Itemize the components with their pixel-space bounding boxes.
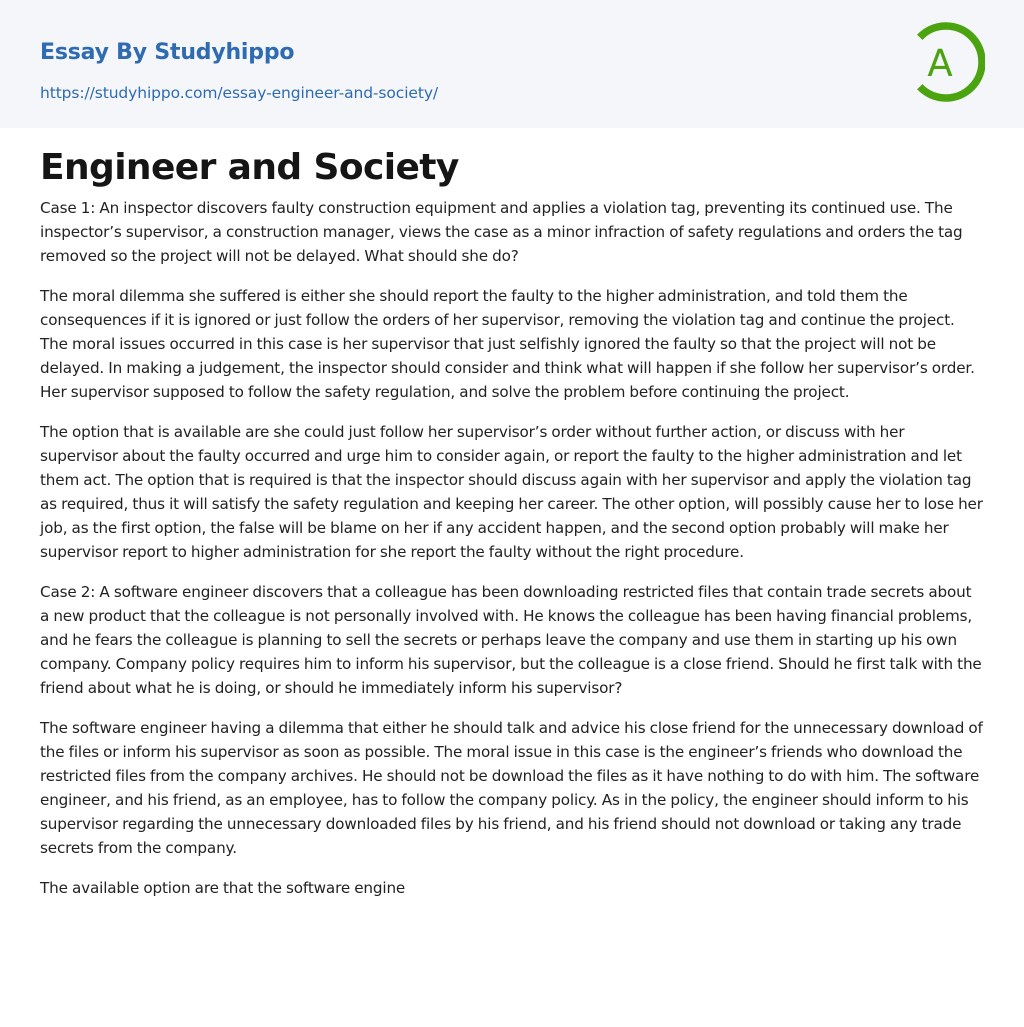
studyhippo-logo-icon[interactable] — [913, 19, 985, 105]
article-paragraph: The software engineer having a dilemma that either he should talk and advice his close friend for the unnecessary download of the files or inform his supervisor as soon as possible. The moral issue in this case is the engineer’s friends who download the restricted files from the company archives. He should not be download the files as it have nothing to do with him. The software engineer, and his friend, as an employee, has to follow the company policy. As in the policy, the engineer should inform to his supervisor regarding the unnecessary downloaded files by his friend, and his friend should not download or taking any trade secrets from the company. — [40, 719, 983, 857]
article-paragraph: The moral dilemma she suffered is either she should report the faulty to the higher administration, and told them the consequences if it is ignored or just follow the orders of her supervisor, removing the violation tag and continue the project. The moral issues occurred in this case is her supervisor that just selfishly ignored the faulty so that the project will not be delayed. In making a judgement, the inspector should consider and think what will happen if she follow her supervisor’s order. Her supervisor supposed to follow the safety regulation, and solve the problem before continuing the project. — [40, 287, 975, 401]
page-header — [0, 0, 1024, 128]
logo-letter: A — [927, 42, 953, 85]
article-paragraph-truncated: The available option are that the software engine — [40, 879, 406, 897]
brand-title: Essay By Studyhippo — [40, 40, 295, 65]
article-paragraph: Case 2: A software engineer discovers that a colleague has been downloading restricted files that contain trade secrets about a new product that the colleague is not personally involved with. He knows the colleague has been having financial problems, and he fears the colleague is planning to sell the secrets or perhaps leave the company and use them in starting up his own company. Company policy requires him to inform his supervisor, but the colleague is a close friend. Should he first talk with the friend about what he is doing, or should he immediately inform his supervisor? — [40, 583, 982, 697]
article — [0, 147, 1024, 900]
article-paragraph: The option that is available are she could just follow her supervisor’s order without further action, or discuss with her supervisor about the faulty occurred and urge him to consider again, or report the faulty to the higher administration and let them act. The option that is required is that the inspector should discuss again with her supervisor and apply the violation tag as required, thus it will satisfy the safety regulation and keeping her career. The other option, will possibly cause her to lose her job, as the first option, the false will be blame on her if any accident happen, and the second option probably will make her supervisor report to higher administration for she report the faulty without the right procedure. — [40, 423, 983, 561]
article-paragraph: Case 1: An inspector discovers faulty construction equipment and applies a violation tag, preventing its continued use. The inspector’s supervisor, a construction manager, views the case as a minor infraction of safety regulations and orders the tag removed so the project will not be delayed. What should she do? — [40, 199, 963, 265]
article-title: Engineer and Society — [40, 147, 459, 188]
logo-svg — [913, 19, 985, 105]
source-url-link[interactable]: https://studyhippo.com/essay-engineer-and-society/ — [40, 84, 439, 102]
